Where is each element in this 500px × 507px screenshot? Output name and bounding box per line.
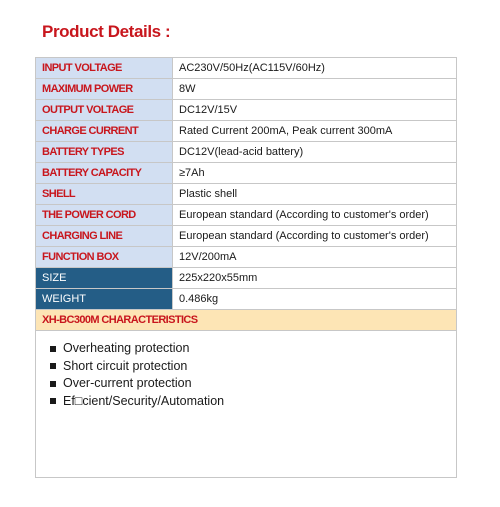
spec-row — [36, 100, 456, 121]
spec-label: THE POWER CORD — [36, 205, 173, 226]
spec-label: CHARGING LINE — [36, 226, 173, 247]
feature-text: Over-current protection — [63, 376, 192, 390]
spec-value: European standard (According to customer's order) — [173, 226, 457, 247]
spec-value: AC230V/50Hz(AC115V/60Hz) — [173, 58, 457, 79]
spec-row — [36, 226, 456, 247]
bullet-square-icon — [50, 346, 56, 352]
spec-value: Rated Current 200mA, Peak current 300mA — [173, 121, 457, 142]
spec-label: FUNCTION BOX — [36, 247, 173, 268]
spec-table — [36, 58, 456, 331]
spec-row — [36, 58, 456, 79]
list-item — [50, 375, 224, 393]
spec-row — [36, 205, 456, 226]
list-item — [50, 393, 224, 411]
spec-row — [36, 79, 456, 100]
list-item — [50, 358, 224, 376]
spec-row — [36, 121, 456, 142]
spec-value: European standard (According to customer's order) — [173, 205, 457, 226]
spec-label: BATTERY TYPES — [36, 142, 173, 163]
spec-label: WEIGHT — [36, 289, 173, 310]
spec-label: SHELL — [36, 184, 173, 205]
spec-value: 8W — [173, 79, 457, 100]
spec-row — [36, 268, 456, 289]
spec-label: INPUT VOLTAGE — [36, 58, 173, 79]
feature-text: Short circuit protection — [63, 358, 188, 373]
spec-panel — [35, 57, 457, 478]
spec-label: MAXIMUM POWER — [36, 79, 173, 100]
spec-value: DC12V/15V — [173, 100, 457, 121]
bullet-square-icon — [50, 363, 56, 369]
spec-value: ≥7Ah — [173, 163, 457, 184]
spec-row — [36, 142, 456, 163]
spec-value: 0.486kg — [173, 289, 457, 310]
spec-label: SIZE — [36, 268, 173, 289]
characteristics-header-row — [36, 310, 456, 331]
spec-value: Plastic shell — [173, 184, 457, 205]
spec-value: 225x220x55mm — [173, 268, 457, 289]
spec-label: CHARGE CURRENT — [36, 121, 173, 142]
spec-row — [36, 163, 456, 184]
spec-label: OUTPUT VOLTAGE — [36, 100, 173, 121]
feature-list — [50, 340, 224, 410]
list-item — [50, 340, 224, 358]
spec-value: 12V/200mA — [173, 247, 457, 268]
page-title: Product Details : — [42, 22, 171, 41]
spec-label: BATTERY CAPACITY — [36, 163, 173, 184]
bullet-square-icon — [50, 381, 56, 387]
spec-row — [36, 184, 456, 205]
bullet-square-icon — [50, 398, 56, 404]
feature-text: Overheating protection — [63, 341, 190, 355]
spec-value: DC12V(lead-acid battery) — [173, 142, 457, 163]
characteristics-header: XH-BC300M CHARACTERISTICS — [36, 310, 456, 331]
spec-row — [36, 289, 456, 310]
feature-text: Ef□cient/Security/Automation — [63, 393, 225, 408]
spec-row — [36, 247, 456, 268]
